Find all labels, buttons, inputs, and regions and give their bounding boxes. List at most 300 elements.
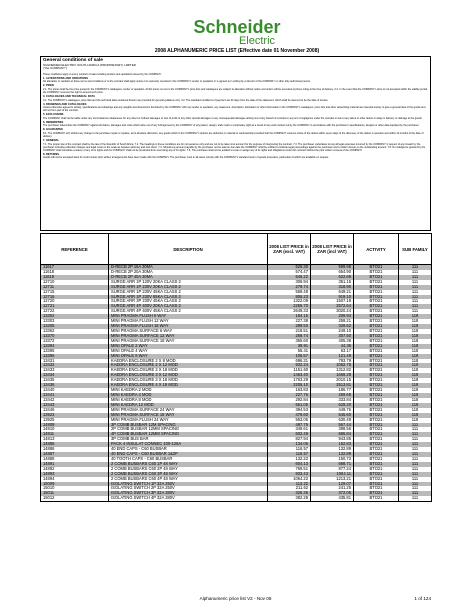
cell-sub-family: 111 <box>399 309 432 314</box>
cell-reference: 13372 <box>41 339 109 344</box>
cell-list-price-incl: 1668.28 <box>311 373 354 378</box>
cell-sub-family: 118 <box>399 398 432 403</box>
cell-list-price-incl: 129.07 <box>311 482 354 487</box>
cell-activity: BTO21 <box>354 462 399 467</box>
cell-sub-family: 111 <box>399 437 432 442</box>
cell-list-price-incl: 132.89 <box>311 452 354 457</box>
cell-reference: 14894 <box>41 477 109 482</box>
cell-list-price: 326.36 <box>268 491 311 496</box>
cell-description: 3P COMB BUS BAR <box>109 437 268 442</box>
cell-list-price: 1322.09 <box>268 299 311 304</box>
cell-sub-family: 111 <box>399 280 432 285</box>
cell-list-price: 602.49 <box>268 432 311 437</box>
cell-activity: BTO21 <box>354 285 399 290</box>
cell-activity: BTO21 <box>354 398 399 403</box>
condition-section-text: 3.1. The COMPANY's catalogues, price lists and the technical data contained therein are provided for general guidance only. 3.2. The standard conditions of payment are 30 days from the date of the statement, which shall be deemed to be the date of invoice. <box>43 98 329 102</box>
cell-reference: 13395 <box>41 349 109 354</box>
cell-list-price: 349.61 <box>268 427 311 432</box>
cell-list-price: 382.29 <box>268 496 311 501</box>
cell-reference: 15009 <box>41 482 109 487</box>
conditions-intro: These conditions apply to every contract of sale including tenders and quotations issued by the COMPANY. <box>43 72 162 76</box>
footer-page-number: 1 of 124 <box>414 596 431 601</box>
condition-section-heading: 2. PRICE <box>43 84 55 88</box>
cell-sub-family: 118 <box>399 388 432 393</box>
condition-section-text: 2.1. The prices shall be the price quoted in the COMPANY's catalogues, tender or quotation. All list prices set out in the COMPANY's price lists and catalogues are subject to alteration without notice and orders will be executed at prices ruling at the time of delivery. 2.2. In the event that the COMPANY's price is not accepted within the validity period, the COMPANY reserves the right to amend such price. <box>43 87 428 94</box>
cell-sub-family: 111 <box>399 457 432 462</box>
cell-list-price: 106.57 <box>268 354 311 359</box>
cell-sub-family: 118 <box>399 359 432 364</box>
cell-activity: BTO21 <box>354 319 399 324</box>
cell-sub-family: 111 <box>399 486 432 491</box>
cell-sub-family: 111 <box>399 496 432 501</box>
cell-list-price: 604.13 <box>268 462 311 467</box>
cell-sub-family: 118 <box>399 354 432 359</box>
cell-list-price: 132.22 <box>268 457 311 462</box>
cell-reference: 12715 <box>41 290 109 295</box>
cell-sub-family: 118 <box>399 349 432 354</box>
cell-description: 4P COMB BUSBAR 12MM SPACING <box>109 432 268 437</box>
cell-list-price-incl: 186.77 <box>311 388 354 393</box>
cell-sub-family: 111 <box>399 491 432 496</box>
cell-reference: 12711 <box>41 285 109 290</box>
cell-sub-family: 118 <box>399 334 432 339</box>
cell-activity: BTO21 <box>354 265 399 270</box>
header-reference: REFERENCE <box>41 234 109 265</box>
cell-description: MINI PRAGMA SURFACE 18 WAY <box>109 339 268 344</box>
cell-sub-family: 111 <box>399 295 432 300</box>
cell-list-price-incl: 567.44 <box>311 423 354 428</box>
cell-sub-family: 111 <box>399 265 432 270</box>
table-row <box>41 496 432 501</box>
cell-activity: BTO21 <box>354 418 399 423</box>
cell-list-price: 569.48 <box>268 290 311 295</box>
table-header-row <box>41 234 432 265</box>
cell-sub-family: 111 <box>399 423 432 428</box>
condition-section-text: Goods will not be accepted back for credit unless prior written arrangements have been made with the COMPANY. The purchaser must in all cases comply with the COMPANY's standard return of goods procedure, particulars of which are available on request. <box>43 156 329 160</box>
cell-list-price-incl: 435.81 <box>311 496 354 501</box>
cell-description: 2 COMB BUSBARS C60 4P 48 WAY <box>109 477 268 482</box>
cell-description: MINI KAEDRA 2 MOD <box>109 388 268 393</box>
cell-activity: BTO21 <box>354 368 399 373</box>
cell-sub-family: 111 <box>399 452 432 457</box>
cell-sub-family: 111 <box>399 482 432 487</box>
cell-reference: 12722 <box>41 309 109 314</box>
cell-list-price: 553.06 <box>268 418 311 423</box>
header-description: DESCRIPTION <box>109 234 268 265</box>
cell-activity: BTO21 <box>354 452 399 457</box>
cell-list-price-incl: 372.05 <box>311 491 354 496</box>
cell-description: SURGE ARR 4P 400V 20KA CLASS 2 <box>109 304 268 309</box>
cell-activity: BTO21 <box>354 270 399 275</box>
cell-reference: 11617 <box>41 265 109 270</box>
cell-reference: 13303 <box>41 319 109 324</box>
cell-sub-family: 111 <box>399 304 432 309</box>
cell-list-price-incl: 1507.18 <box>311 299 354 304</box>
cell-list-price-incl: 943.85 <box>311 437 354 442</box>
cell-sub-family: 118 <box>399 363 432 368</box>
cell-list-price: 134.06 <box>268 442 311 447</box>
cell-activity: BTO21 <box>354 447 399 452</box>
cell-list-price: 218.51 <box>268 329 311 334</box>
cell-list-price: 116.57 <box>268 447 311 452</box>
cell-description: MINI PRAGMA SURFACE 12 WAY <box>109 334 268 339</box>
cell-activity: BTO21 <box>354 427 399 432</box>
cell-activity: BTO21 <box>354 363 399 368</box>
cell-list-price-incl: 630.49 <box>311 418 354 423</box>
cell-list-price: 55.41 <box>268 349 311 354</box>
cell-reference: 13441 <box>41 393 109 398</box>
header-list-price-incl: 2008 LIST PRICE in ZAR (incl VAT) <box>311 234 354 265</box>
cell-list-price: 526.30 <box>268 265 311 270</box>
cell-reference: 11618 <box>41 270 109 275</box>
cell-reference: 14892 <box>41 467 109 472</box>
cell-list-price: 546.22 <box>268 275 311 280</box>
cell-sub-family: 111 <box>399 447 432 452</box>
cell-list-price-incl: 622.69 <box>311 275 354 280</box>
cell-sub-family: 111 <box>399 432 432 437</box>
cell-activity: BTO21 <box>354 432 399 437</box>
cell-reference: 13435 <box>41 378 109 383</box>
cell-list-price-incl: 152.83 <box>311 442 354 447</box>
cell-activity: BTO21 <box>354 486 399 491</box>
cell-list-price: 269.74 <box>268 334 311 339</box>
cell-activity: BTO21 <box>354 295 399 300</box>
cell-activity: BTO21 <box>354 472 399 477</box>
cell-list-price-incl: 545.60 <box>311 413 354 418</box>
cell-reference: 13434 <box>41 373 109 378</box>
cell-list-price: 113.22 <box>268 482 311 487</box>
cell-sub-family: 111 <box>399 427 432 432</box>
condition-section-heading: 5. EXCLUSIONS <box>43 113 64 117</box>
cell-activity: BTO21 <box>354 359 399 364</box>
cell-list-price: 292.84 <box>268 398 311 403</box>
cell-description: ISOLATING SWITCH 3P 32A 380V <box>109 491 268 496</box>
cell-list-price-incl: 449.76 <box>311 408 354 413</box>
cell-sub-family: 118 <box>399 344 432 349</box>
cell-sub-family: 111 <box>399 290 432 295</box>
cell-list-price: 806.23 <box>268 295 311 300</box>
cell-reference: 13431 <box>41 359 109 364</box>
cell-list-price-incl: 2513.81 <box>311 383 354 388</box>
cell-list-price: 827.94 <box>268 437 311 442</box>
cell-reference: 14893 <box>41 472 109 477</box>
cell-list-price: 279.74 <box>268 285 311 290</box>
cell-activity: BTO21 <box>354 437 399 442</box>
condition-section-text: No alteration or variation to these terms and conditions or to the contract shall apply unless it is expressly recorded in the COMPANY's tender or quotation or is agreed to in writing by a director of the COMPANY or other duly authorised person. <box>43 80 311 84</box>
cell-list-price-incl: 686.84 <box>311 432 354 437</box>
cell-description: MINI KAEDRA 12 MOD <box>109 403 268 408</box>
cell-activity: BTO21 <box>354 354 399 359</box>
cell-activity: BTO21 <box>354 290 399 295</box>
condition-section-text: Unless otherwise agreed in writing, specifications and drawings and any weights and dimensions furnished by the COMPANY with any tender or quotation, any statement, description, illustration or other information in the COMPANY's catalogues, price lists and other advertising material are intended merely to give a general idea of the goods and will not form part of the contract. <box>43 106 426 113</box>
cell-list-price: 478.60 <box>268 413 311 418</box>
cell-sub-family: 118 <box>399 383 432 388</box>
cell-description: D-RECB 2P 40A 30MA <box>109 275 268 280</box>
cell-list-price: 696.31 <box>268 359 311 364</box>
cell-sub-family: 111 <box>399 285 432 290</box>
condition-section-heading: 1. ALTERATIONS AND VARIATIONS <box>43 76 88 80</box>
cell-description: 2 COMB BUSBARS C60 3P 48 WAY <box>109 472 268 477</box>
cell-description: SURGE ARR 1P 230V 20KA CLASS 2 <box>109 285 268 290</box>
condition-section-text: 7.1. The proper law of the contract shall be the law of the Republic of South Africa. 7.2. The headings in these conditions are for convenience only and are not to be taken into account for the purpose of interpreting the contract. 7.3. The purchaser undertakes to pay all legal expenses incurred by the COMPANY in respect of any breach by the purchaser including collection charges and legal costs on the scale as between attorney and own client. 7.4. Should any amount payable by the purchaser not be paid on due date the COMPANY shall be entitled to institute legal proceedings against the purchaser and to claim interest on the outstanding amount. 7.5. No indulgence granted by the COMPANY shall constitute a waiver of any of its rights and the COMPANY shall not be precluded from exercising any of its rights. 7.6. The purchaser shall not be entitled to cede or assign any of its rights and obligations under this contract without the prior written consent of the COMPANY. <box>43 142 426 152</box>
cell-activity: BTO21 <box>354 349 399 354</box>
cell-list-price-incl: 649.21 <box>311 290 354 295</box>
cell-list-price-incl: 688.71 <box>311 462 354 467</box>
cell-activity: BTO21 <box>354 373 399 378</box>
cell-reference: 13443 <box>41 403 109 408</box>
cell-reference: 15012 <box>41 496 109 501</box>
cell-list-price: 1463.40 <box>268 373 311 378</box>
cell-description: MINI PRAGMA FLUSH 6 WAY <box>109 314 268 319</box>
cell-description: PACK 4 INSULAT CONNEC 100-125A <box>109 442 268 447</box>
condition-section-heading: 7. GENERAL <box>43 138 60 142</box>
cell-reference: 12710 <box>41 280 109 285</box>
cell-reference: 14891 <box>41 462 109 467</box>
cell-activity: BTO21 <box>354 393 399 398</box>
cell-reference: 14809 <box>41 423 109 428</box>
cell-reference: 15010 <box>41 486 109 491</box>
cell-description: 2 COMB BUSBARS C60 1P 48 WAY <box>109 462 268 467</box>
cell-sub-family: 118 <box>399 393 432 398</box>
document-title: 2008 ALPHANUMERIC PRICE LIST (Effective date 01 November 2008) <box>154 48 320 54</box>
cell-activity: BTO21 <box>354 275 399 280</box>
cell-list-price: 227.38 <box>268 319 311 324</box>
cell-list-price: 497.75 <box>268 423 311 428</box>
cell-description: ISOLATING SWITCH 4P 32A 380V <box>109 496 268 501</box>
cell-description: KAEDRA ENCLOSURE 3 X 12 MOD <box>109 373 268 378</box>
cell-activity: BTO21 <box>354 339 399 344</box>
cell-reference: 13394 <box>41 344 109 349</box>
cell-list-price-incl: 1062.75 <box>311 363 354 368</box>
cell-reference: 13302 <box>41 314 109 319</box>
cell-list-price: 2205.10 <box>268 383 311 388</box>
cell-reference: 14811 <box>41 432 109 437</box>
cell-description: MINI OPALE 8 WAY <box>109 354 268 359</box>
cell-activity: BTO21 <box>354 477 399 482</box>
condition-section-heading: 6. INDEMNITIES <box>43 120 64 124</box>
cell-sub-family: 111 <box>399 467 432 472</box>
cell-sub-family: 118 <box>399 339 432 344</box>
footer-center: Alphanumeric price list V2 - Nov 08 <box>199 596 272 601</box>
cell-reference: 12721 <box>41 304 109 309</box>
cell-reference: 11619 <box>41 275 109 280</box>
cell-list-price: 574.47 <box>268 270 311 275</box>
cell-reference: 14886 <box>41 447 109 452</box>
cell-activity: BTO21 <box>354 304 399 309</box>
condition-section-text: The purchaser indemnifies the COMPANY against all claims, damages and costs which arise out of any infringement by the COMPANY of any patent, design, trade mark or proprietary right as a result of any work carried out by the COMPANY in accordance with the purchaser's specifications, designs or other data supplied by the purchaser. <box>43 124 420 128</box>
cell-description: KAEDRA ENCLOSURE 3 X 18 MOD <box>109 378 268 383</box>
cell-reference: 12716 <box>41 295 109 300</box>
condition-section-text: The COMPANY shall not be liable under any circumstances whatsoever for any direct or indirect damages or loss of profit or any other special damages or any consequential damages arising out of any breach of contract or any act of negligence under the contract or due to any latent or other defect or delay in delivery or damage to the goods. <box>43 116 423 120</box>
cell-reference: 13362 <box>41 329 109 334</box>
cell-sub-family: 118 <box>399 324 432 329</box>
cell-list-price-incl: 318.90 <box>311 285 354 290</box>
cell-activity: BTO21 <box>354 378 399 383</box>
cell-activity: BTO21 <box>354 324 399 329</box>
cell-list-price-incl: 150.73 <box>311 457 354 462</box>
condition-section-heading: 8. GUARANTEE <box>43 128 64 132</box>
cell-sub-family: 118 <box>399 373 432 378</box>
header-activity: ACTIVITY <box>354 234 399 265</box>
cell-list-price: 116.57 <box>268 452 311 457</box>
cell-activity: BTO21 <box>354 334 399 339</box>
cell-description: MINI PRAGMA SURFACE 18 WAY <box>109 413 268 418</box>
cell-list-price-incl: 628.20 <box>311 403 354 408</box>
cell-list-price: 289.50 <box>268 324 311 329</box>
cell-list-price: 1151.60 <box>268 368 311 373</box>
cell-list-price: 932.24 <box>268 363 311 368</box>
cell-list-price-incl: 333.84 <box>311 398 354 403</box>
cell-activity: BTO21 <box>354 491 399 496</box>
cell-activity: BTO21 <box>354 442 399 447</box>
cell-reference: 14885 <box>41 442 109 447</box>
cell-description: SURGE ARR 1P 120V 20KA CLASS 2 <box>109 280 268 285</box>
cell-list-price-incl: 259.65 <box>311 393 354 398</box>
conditions-box <box>40 56 431 231</box>
cell-description: MINI KAEDRA 8 MOD <box>109 398 268 403</box>
cell-activity: BTO21 <box>354 383 399 388</box>
cell-description: D-RECB 2P 16A 30MA <box>109 265 268 270</box>
cell-reference: 15011 <box>41 491 109 496</box>
cell-list-price-incl: 241.25 <box>311 486 354 491</box>
cell-description: SURGE ARR 4P 400V 45KA CLASS 2 <box>109 309 268 314</box>
cell-sub-family: 118 <box>399 403 432 408</box>
cell-sub-family: 111 <box>399 442 432 447</box>
cell-activity: BTO21 <box>354 457 399 462</box>
cell-list-price: 38.91 <box>268 344 311 349</box>
cell-activity: BTO21 <box>354 299 399 304</box>
cell-list-price-incl: 654.90 <box>311 270 354 275</box>
cell-reference: 13370 <box>41 334 109 339</box>
cell-activity: BTO21 <box>354 388 399 393</box>
cell-description: MINI PRAGMA FLUSH 12 WAY <box>109 319 268 324</box>
cell-activity: BTO21 <box>354 482 399 487</box>
cell-sub-family: 118 <box>399 319 432 324</box>
cell-description: SURGE ARR 1P 230V 45KA CLASS 2 <box>109 290 268 295</box>
cell-sub-family: 118 <box>399 314 432 319</box>
cell-list-price: 306.94 <box>268 280 311 285</box>
cell-description: KAEDRA ENCLOSURE 2 X 18 MOD <box>109 368 268 373</box>
cell-reference: 12720 <box>41 299 109 304</box>
cell-description: MINI OPALE 2 WAY <box>109 344 268 349</box>
conditions-sections <box>43 77 428 159</box>
cell-list-price-incl: 877.24 <box>311 467 354 472</box>
price-table <box>40 233 432 502</box>
cell-sub-family: 111 <box>399 477 432 482</box>
cell-list-price: 394.53 <box>268 408 311 413</box>
cell-reference: 13440 <box>41 388 109 393</box>
cell-list-price: 355.60 <box>268 339 311 344</box>
cell-description: MINI KAEDRA 4 MOD <box>109 393 268 398</box>
cell-list-price-incl: 1213.21 <box>311 477 354 482</box>
cell-activity: BTO21 <box>354 280 399 285</box>
cell-activity: BTO21 <box>354 309 399 314</box>
cell-activity: BTO21 <box>354 413 399 418</box>
cell-list-price-incl: 2572.64 <box>311 304 354 309</box>
cell-reference: 13925 <box>41 418 109 423</box>
cell-reference: 13436 <box>41 383 109 388</box>
cell-list-price-incl: 44.36 <box>311 344 354 349</box>
cell-list-price-incl: 121.49 <box>311 354 354 359</box>
cell-description: MINI PRAGMA FLUSH 24 WAY <box>109 418 268 423</box>
cell-reference: 14810 <box>41 427 109 432</box>
cell-description: 2P COMB BUSBAR 12MM SPACING <box>109 427 268 432</box>
cell-list-price-incl: 351.15 <box>311 280 354 285</box>
cell-sub-family: 118 <box>399 413 432 418</box>
cell-activity: BTO21 <box>354 467 399 472</box>
cell-reference: 13446 <box>41 408 109 413</box>
cell-list-price: 1763.29 <box>268 378 311 383</box>
cell-list-price-incl: 249.10 <box>311 329 354 334</box>
price-rows <box>41 265 432 502</box>
cell-sub-family: 118 <box>399 418 432 423</box>
cell-reference: 14888 <box>41 457 109 462</box>
cell-description: 3P COMB BUSBAR 12M SPACING <box>109 423 268 428</box>
cell-list-price: 227.76 <box>268 393 311 398</box>
cell-activity: BTO21 <box>354 408 399 413</box>
cell-list-price: 933.43 <box>268 472 311 477</box>
cell-list-price: 2649.33 <box>268 309 311 314</box>
cell-list-price: 769.51 <box>268 467 311 472</box>
cell-sub-family: 111 <box>399 462 432 467</box>
cell-description: MINI PRAGMA SURFACE 6 WAY <box>109 329 268 334</box>
cell-description: 40 END CAPS - C60 BUSBAR <box>109 447 268 452</box>
cell-list-price-incl: 1312.82 <box>311 368 354 373</box>
cell-activity: BTO21 <box>354 403 399 408</box>
cell-reference: 13396 <box>41 354 109 359</box>
conditions-company: SCHNEIDER ELECTRIC SOUTH AFRICA (PROPRIETARY) LIMITED <box>43 62 136 67</box>
cell-list-price-incl: 259.21 <box>311 319 354 324</box>
cell-list-price-incl: 3020.24 <box>311 309 354 314</box>
condition-section-heading: 4. DRAWINGS AND CATALOGUES <box>43 102 87 106</box>
cell-sub-family: 118 <box>399 368 432 373</box>
cell-reference: 14887 <box>41 452 109 457</box>
cell-activity: BTO21 <box>354 314 399 319</box>
cell-list-price: 1064.22 <box>268 477 311 482</box>
cell-reference: 13442 <box>41 398 109 403</box>
cell-list-price: 184.15 <box>268 314 311 319</box>
cell-list-price-incl: 919.10 <box>311 295 354 300</box>
cell-description: 40 TOOTH CAPS - C60 BUSBAR <box>109 457 268 462</box>
cell-sub-family: 111 <box>399 472 432 477</box>
cell-list-price-incl: 209.93 <box>311 314 354 319</box>
cell-list-price: 211.62 <box>268 486 311 491</box>
header-sub-family: SUB FAMILY <box>399 234 432 265</box>
cell-list-price-incl: 63.17 <box>311 349 354 354</box>
cell-reference: 14813 <box>41 437 109 442</box>
cell-description: 40 END CAPS - C60 BUSBAR 1&2P <box>109 452 268 457</box>
cell-sub-family: 118 <box>399 378 432 383</box>
cell-list-price-incl: 2010.15 <box>311 378 354 383</box>
condition-section-heading: 3. CATALOGUES AND TECHNICAL DATA <box>43 94 95 98</box>
cell-list-price-incl: 405.38 <box>311 339 354 344</box>
cell-sub-family: 111 <box>399 275 432 280</box>
cell-list-price: 2256.70 <box>268 304 311 309</box>
cell-list-price: 163.83 <box>268 388 311 393</box>
cell-reference: 13923 <box>41 413 109 418</box>
cell-description: KAEDRA ENCLOSURE 2 X 12 MOD <box>109 363 268 368</box>
cell-activity: BTO21 <box>354 423 399 428</box>
cell-list-price-incl: 132.89 <box>311 447 354 452</box>
condition-section-text: 8.1. The COMPANY will, without any charge to the purchaser repair or replace, at its absolute discretion, any goods which in the COMPANY's opinion are defective in material or workmanship provided that the COMPANY receives notice of the defect within seven days of the discovery of the defect in question and within 12 months of the date of delivery. <box>43 131 424 138</box>
cell-list-price-incl: 599.98 <box>311 265 354 270</box>
cell-list-price-incl: 329.62 <box>311 324 354 329</box>
cell-description: SURGE ARR 1P 230V 65KA CLASS 2 <box>109 295 268 300</box>
cell-activity: BTO21 <box>354 329 399 334</box>
cell-list-price-incl: 398.56 <box>311 427 354 432</box>
cell-description: MINI PRAGMA SURFACE 24 WAY <box>109 408 268 413</box>
conditions-heading: General conditions of sale <box>43 58 103 63</box>
